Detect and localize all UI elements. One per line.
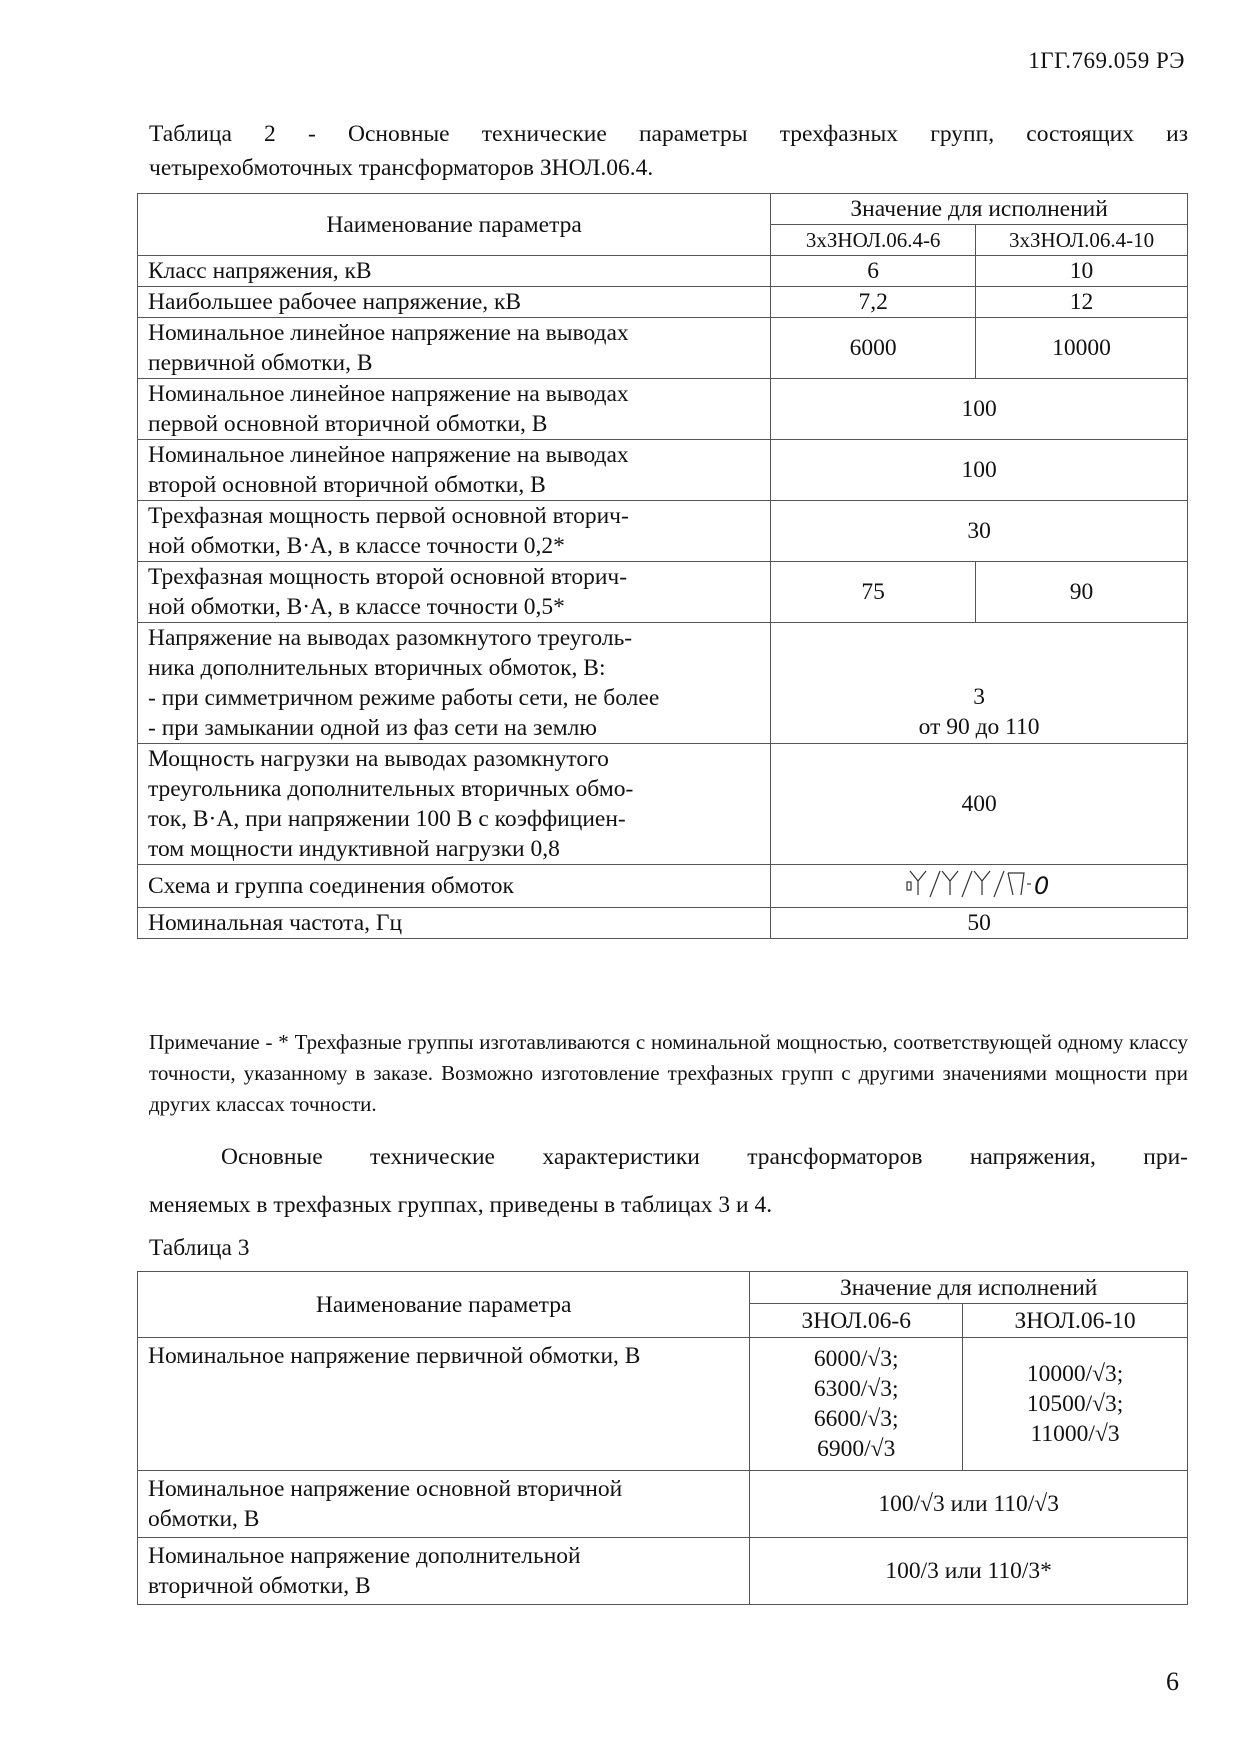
value-line: 6900/√3 <box>817 1436 896 1462</box>
value-cell: 10 <box>976 256 1188 287</box>
param-line: первой основной вторичной обмотки, В <box>148 411 548 437</box>
value-line: 6600/√3; <box>813 1406 899 1432</box>
value-cell <box>963 1338 1188 1471</box>
value-line: 10500/√3; <box>1026 1391 1124 1417</box>
value-cell: 7,2 <box>771 287 976 318</box>
param-line: ной обмотки, В·А, в классе точности 0,5* <box>148 594 565 620</box>
value-cell-merged: 100/√3 или 110/√3 <box>750 1471 1188 1538</box>
value-cell: 75 <box>771 562 976 623</box>
table-row <box>138 440 1188 501</box>
table-row <box>138 318 1188 379</box>
param-cell: Номинальная частота, Гц <box>138 908 771 939</box>
table-row <box>138 379 1188 440</box>
param-cell <box>138 562 771 623</box>
svg-text:0: 0 <box>1034 872 1050 899</box>
value-cell-merged: 30 <box>771 501 1188 562</box>
table3-label: Таблица 3 <box>149 1235 250 1261</box>
param-cell <box>138 379 771 440</box>
header-value-group: Значение для исполнений <box>771 194 1188 225</box>
table-row <box>138 287 1188 318</box>
value-line: 3 <box>973 684 985 710</box>
value-line: 11000/√3 <box>1030 1421 1120 1447</box>
param-cell <box>138 501 771 562</box>
value-cell: 6000 <box>771 318 976 379</box>
param-cell: Номинальное напряжение первичной обмотки, В <box>138 1338 750 1471</box>
param-line: вторичной обмотки, В <box>148 1573 371 1599</box>
winding-connection-scheme-icon <box>904 865 1054 907</box>
table-row <box>138 1538 1188 1605</box>
header-param: Наименование параметра <box>138 1272 750 1338</box>
value-line: 10000/√3; <box>1026 1361 1124 1387</box>
header-value-group: Значение для исполнений <box>750 1272 1188 1304</box>
param-line: том мощности индуктивной нагрузки 0,8 <box>148 836 560 862</box>
table-row <box>138 1471 1188 1538</box>
value-cell-merged: 100/3 или 110/3* <box>750 1538 1188 1605</box>
table-row <box>138 865 1188 908</box>
param-cell <box>138 318 771 379</box>
paragraph-line2: меняемых в трехфазных группах, приведены в таблицах 3 и 4. <box>149 1192 773 1218</box>
param-line: второй основной вторичной обмотки, В <box>148 472 546 498</box>
table-row <box>138 908 1188 939</box>
value-cell-merged: 50 <box>771 908 1188 939</box>
value-line: 6000/√3; <box>813 1346 899 1372</box>
value-line: от 90 до 110 <box>918 714 1040 740</box>
param-line: первичной обмотки, В <box>148 350 373 376</box>
table2 <box>137 193 1188 939</box>
body-paragraph <box>149 1133 1188 1229</box>
param-line: Номинальное линейное напряжение на выводах <box>148 442 629 468</box>
table2-note: Примечание - * Трехфазные группы изготавливаются с номинальной мощностью, соответствующей одному классу точности, указанному в заказе. Возможно изготовление трехфазных групп с другими значениями мощности при других классах точности. <box>149 1030 1188 1116</box>
param-cell <box>138 1471 750 1538</box>
value-cell: 90 <box>976 562 1188 623</box>
param-line: ника дополнительных вторичных обмоток, В: <box>148 655 606 681</box>
table2-caption <box>149 117 1188 185</box>
page-number: 6 <box>1166 1667 1179 1696</box>
table2-caption-line1: Таблица 2 - Основные технические параметры трехфазных групп, состоящих из <box>149 121 1188 147</box>
table-row <box>138 562 1188 623</box>
param-cell <box>138 440 771 501</box>
param-line: Номинальное линейное напряжение на выводах <box>148 381 629 407</box>
param-cell: Наибольшее рабочее напряжение, кВ <box>138 287 771 318</box>
table-row <box>138 623 1188 744</box>
param-cell <box>138 1538 750 1605</box>
document-code: 1ГГ.769.059 РЭ <box>1028 48 1185 73</box>
table2-caption-line2: четырехобмоточных трансформаторов ЗНОЛ.06.4. <box>149 155 654 181</box>
header-variant1: 3хЗНОЛ.06.4-6 <box>771 225 976 256</box>
param-line: - при замыкании одной из фаз сети на землю <box>148 715 597 741</box>
header-variant2: ЗНОЛ.06-10 <box>963 1304 1188 1338</box>
header-variant1: ЗНОЛ.06-6 <box>750 1304 963 1338</box>
table-row <box>138 501 1188 562</box>
value-cell <box>750 1338 963 1471</box>
param-line: треугольника дополнительных вторичных обмо- <box>148 776 634 802</box>
param-line: Номинальное линейное напряжение на выводах <box>148 320 629 346</box>
param-line: ной обмотки, В·А, в классе точности 0,2* <box>148 533 565 559</box>
param-line: обмотки, В <box>148 1506 260 1532</box>
param-cell: Класс напряжения, кВ <box>138 256 771 287</box>
header-variant2: 3хЗНОЛ.06.4-10 <box>976 225 1188 256</box>
table3 <box>137 1271 1188 1605</box>
value-cell-merged: 100 <box>771 379 1188 440</box>
table-row <box>138 744 1188 865</box>
param-cell <box>138 744 771 865</box>
value-cell-merged: 400 <box>771 744 1188 865</box>
param-line: - при симметричном режиме работы сети, не более <box>148 685 660 711</box>
param-line: Напряжение на выводах разомкнутого треуголь- <box>148 625 633 651</box>
value-cell: 12 <box>976 287 1188 318</box>
table-row <box>138 1338 1188 1471</box>
param-line: Номинальное напряжение основной вторичной <box>148 1476 623 1502</box>
param-line: Номинальное напряжение дополнительной <box>148 1543 581 1569</box>
param-cell <box>138 623 771 744</box>
param-line: Трехфазная мощность второй основной вторич- <box>148 564 628 590</box>
paragraph-line1: Основные технические характеристики трансформаторов напряжения, при- <box>221 1144 1188 1170</box>
value-cell: 10000 <box>976 318 1188 379</box>
value-cell-merged <box>771 865 1188 908</box>
table-row <box>138 256 1188 287</box>
param-line: ток, В·А, при напряжении 100 В с коэффициен- <box>148 806 626 832</box>
value-cell-merged <box>771 623 1188 744</box>
value-cell: 6 <box>771 256 976 287</box>
value-cell-merged: 100 <box>771 440 1188 501</box>
param-cell: Схема и группа соединения обмоток <box>138 865 771 908</box>
param-line: Мощность нагрузки на выводах разомкнутого <box>148 746 609 772</box>
value-line: 6300/√3; <box>813 1376 899 1402</box>
header-param: Наименование параметра <box>138 194 771 256</box>
param-line: Трехфазная мощность первой основной вторич- <box>148 503 629 529</box>
